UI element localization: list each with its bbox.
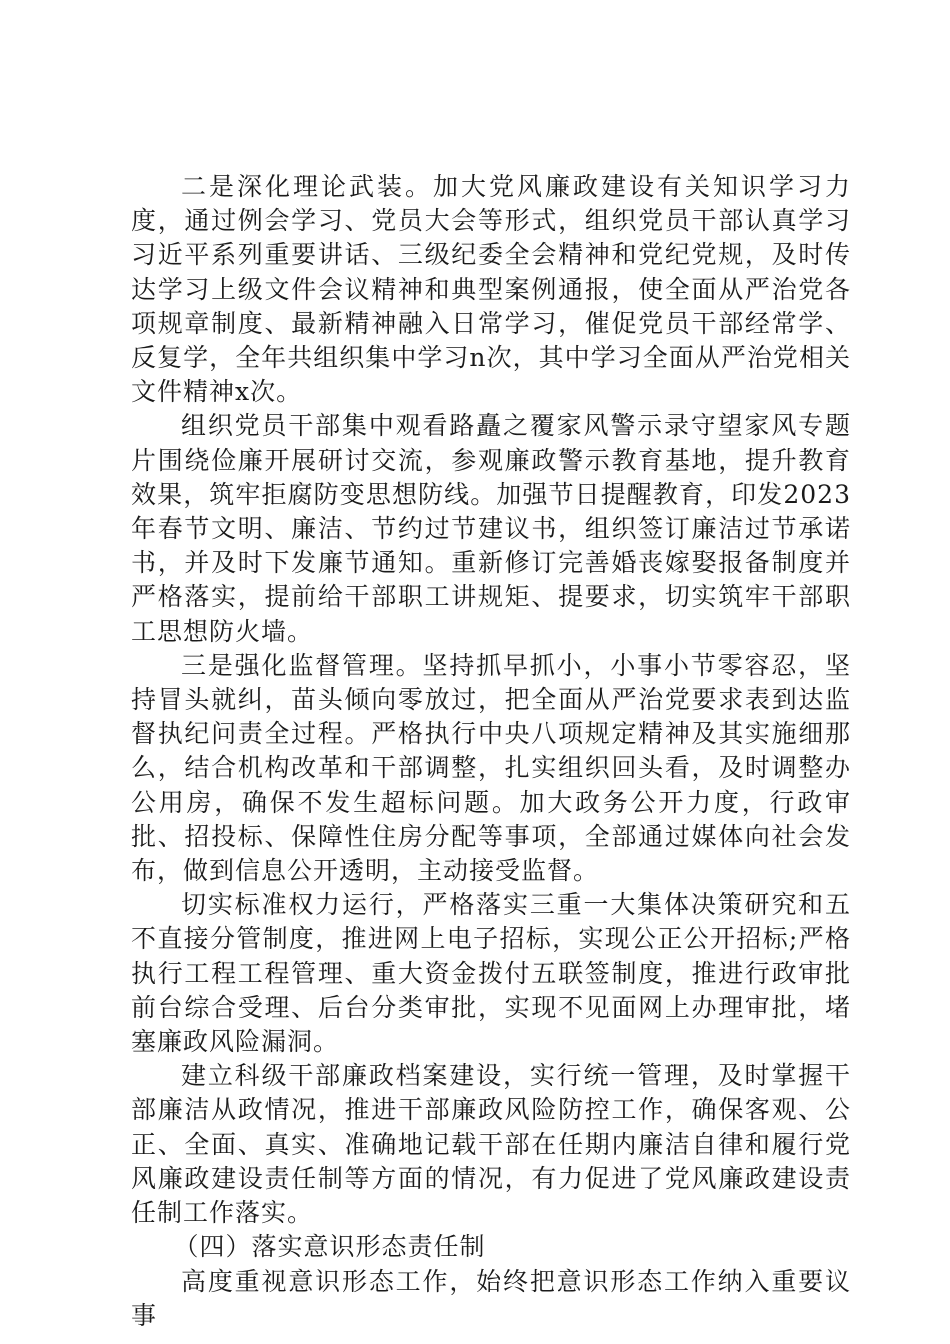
paragraph-warning-education: 组织党员干部集中观看路矗之覆家风警示录守望家风专题片围绕俭廉开展研讨交流，参观廉政警示教育基地，提升教育效果，筑牢拒腐防变思想防线。加强节日提醒教育，印发2023年春节文明、廉洁、节约过节建议书，组织签订廉洁过节承诺书，并及时下发廉节通知。重新修订完善婚丧嫁娶报备制度并严格落实，提前给干部职工讲规矩、提要求，切实筑牢干部职工思想防火墙。 (131, 411, 851, 646)
paragraph-theory: 二是深化理论武装。加大党风廉政建设有关知识学习力度，通过例会学习、党员大会等形式，组织党员干部认真学习习近平系列重要讲话、三级纪委全会精神和党纪党规，及时传达学习上级文件会议精神和典型案例通报，使全面从严治党各项规章制度、最新精神融入日常学习，催促党员干部经常学、反复学，全年共组织集中学习n次，其中学习全面从严治党相关文件精神x次。 (131, 172, 851, 407)
paragraph-supervision: 三是强化监督管理。坚持抓早抓小，小事小节零容忍，坚持冒头就纠，苗头倾向零放过，把全面从严治党要求表到达监督执纪问责全过程。严格执行中央八项规定精神及其实施细那么，结合机构改革和干部调整，扎实组织回头看，及时调整办公用房，确保不发生超标问题。加大政务公开力度，行政审批、招投标、保障性住房分配等事项，全部通过媒体向社会发布，做到信息公开透明，主动接受监督。 (131, 650, 851, 886)
paragraph-ideology: 高度重视意识形态工作，始终把意识形态工作纳入重要议事 (131, 1266, 851, 1330)
document-body (131, 170, 851, 1333)
paragraph-power-regulation: 切实标准权力运行，严格落实三重一大集体决策研究和五不直接分管制度，推进网上电子招标，实现公正公开招标;严格执行工程工程管理、重大资金拨付五联签制度，推进行政审批前台综合受理、后台分类审批，实现不见面网上办理审批，堵塞廉政风险漏洞。 (131, 890, 851, 1057)
section-heading: （四）落实意识形态责任制 (173, 1232, 486, 1262)
paragraph-integrity-archives: 建立科级干部廉政档案建设，实行统一管理，及时掌握干部廉洁从政情况，推进干部廉政风险防控工作，确保客观、公正、全面、真实、准确地记载干部在任期内廉洁自律和履行党风廉政建设责任制等方面的情况，有力促进了党风廉政建设责任制工作落实。 (131, 1061, 851, 1228)
